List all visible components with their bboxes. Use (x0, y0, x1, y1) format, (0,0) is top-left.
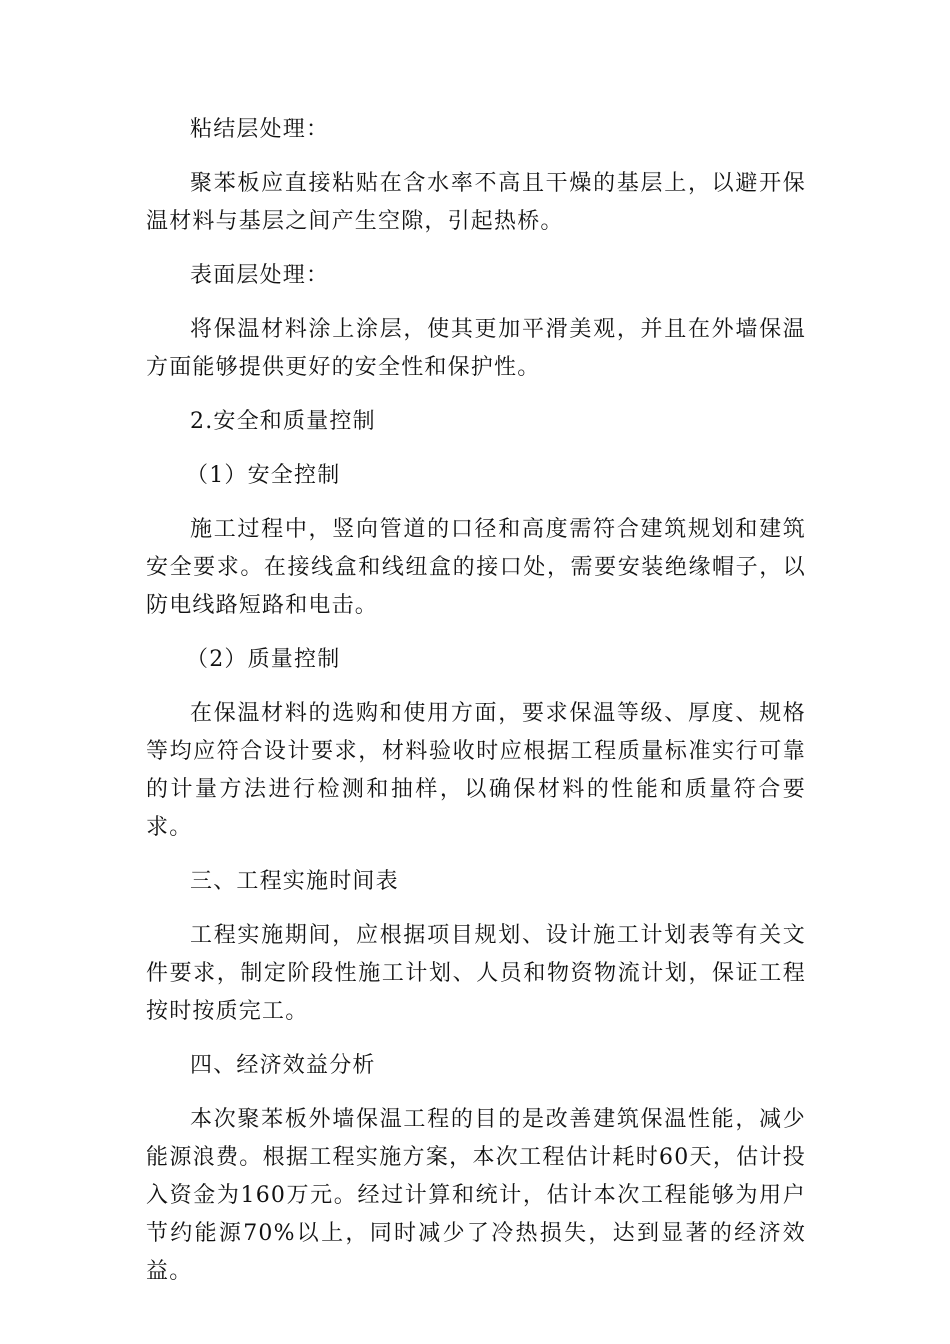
paragraph-safety-control: 施工过程中，竖向管道的口径和高度需符合建筑规划和建筑安全要求。在接线盒和线纽盒的接口处，需要安装绝缘帽子，以防电线路短路和电击。 (146, 517, 806, 618)
heading-schedule: 三、工程实施时间表 (190, 869, 399, 894)
paragraph-schedule: 工程实施期间，应根据项目规划、设计施工计划表等有关文件要求，制定阶段性施工计划、人员和物资物流计划，保证工程按时按质完工。 (146, 923, 806, 1024)
paragraph-bonding-layer: 聚苯板应直接粘贴在含水率不高且干燥的基层上，以避开保温材料与基层之间产生空隙，引起热桥。 (146, 171, 806, 234)
heading-economic-analysis: 四、经济效益分析 (190, 1053, 376, 1078)
heading-surface-layer: 表面层处理： (190, 263, 330, 288)
paragraph-economic-analysis: 本次聚苯板外墙保温工程的目的是改善建筑保温性能，减少能源浪费。根据工程实施方案，本次工程估计耗时60天，估计投入资金为160万元。经过计算和统计，估计本次工程能够为用户节约能源70%以上，同时减少了冷热损失，达到显著的经济效益。 (146, 1107, 806, 1284)
heading-bonding-layer: 粘结层处理： (190, 117, 330, 142)
heading-quality-control: （2）质量控制 (186, 647, 341, 672)
paragraph-quality-control: 在保温材料的选购和使用方面，要求保温等级、厚度、规格等均应符合设计要求，材料验收时应根据工程质量标准实行可靠的计量方法进行检测和抽样，以确保材料的性能和质量符合要求。 (146, 701, 806, 840)
heading-safety-quality: 2.安全和质量控制 (190, 409, 376, 434)
document-body (146, 111, 806, 1307)
heading-safety-control: （1）安全控制 (186, 463, 341, 488)
paragraph-surface-layer: 将保温材料涂上涂层，使其更加平滑美观，并且在外墙保温方面能够提供更好的安全性和保护性。 (146, 317, 806, 380)
